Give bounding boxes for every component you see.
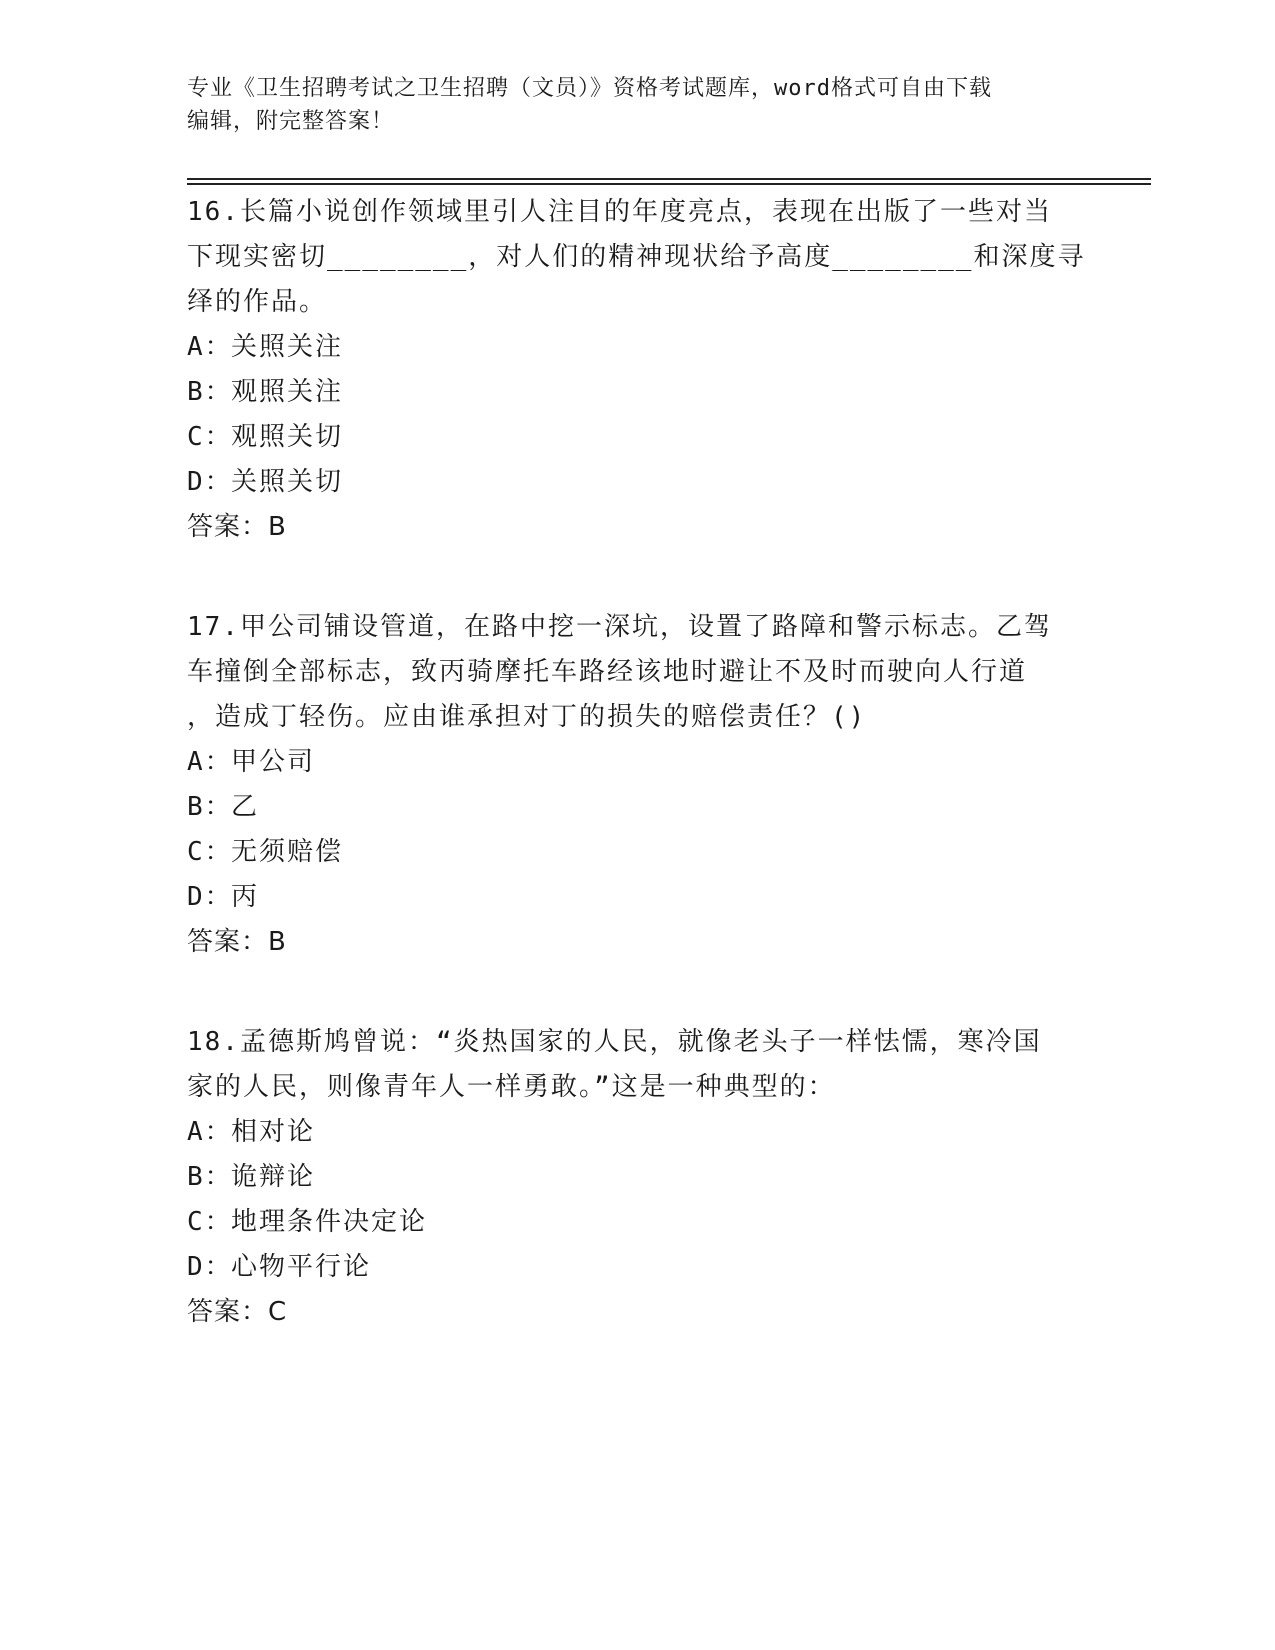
header-rule-bottom bbox=[187, 183, 1151, 185]
option-key: A： bbox=[187, 332, 233, 362]
answer-line bbox=[187, 920, 1087, 965]
option-key: D： bbox=[187, 882, 233, 912]
question-line: 16.长篇小说创作领域里引人注目的年度亮点，表现在出版了一些对当 bbox=[187, 197, 1052, 227]
option-text: 观照关切 bbox=[231, 422, 344, 452]
answer-line bbox=[187, 1290, 1087, 1335]
option-text: 关照关注 bbox=[231, 332, 344, 362]
option-key: A： bbox=[187, 1117, 233, 1147]
option-text: 乙 bbox=[231, 792, 260, 822]
option-text: 无须赔偿 bbox=[231, 837, 344, 867]
option-text: 甲公司 bbox=[231, 747, 316, 777]
option-key: C： bbox=[187, 1207, 233, 1237]
option-key: C： bbox=[187, 422, 233, 452]
option-text: 地理条件决定论 bbox=[231, 1207, 428, 1237]
question-line: 下现实密切________，对人们的精神现状给予高度________和深度寻 bbox=[187, 242, 1086, 272]
option-key: B： bbox=[187, 377, 233, 407]
option-key: C： bbox=[187, 837, 233, 867]
option-key: B： bbox=[187, 1162, 233, 1192]
option-list bbox=[187, 1110, 1087, 1290]
option-d bbox=[187, 875, 1087, 920]
option-key: A： bbox=[187, 747, 233, 777]
option-text: 丙 bbox=[231, 882, 260, 912]
question-list bbox=[187, 190, 1087, 1390]
option-key: D： bbox=[187, 467, 233, 497]
option-list bbox=[187, 740, 1087, 920]
answer-value: C bbox=[268, 1297, 288, 1327]
header-rule-top bbox=[187, 178, 1151, 180]
option-c bbox=[187, 415, 1087, 460]
answer-line bbox=[187, 505, 1087, 550]
question-line: 18.孟德斯鸠曾说：“炎热国家的人民，就像老头子一样怯懦，寒冷国 bbox=[187, 1027, 1042, 1057]
answer-label: 答案： bbox=[187, 927, 269, 957]
question-text bbox=[187, 605, 1087, 740]
option-list bbox=[187, 325, 1087, 505]
question-16 bbox=[187, 190, 1087, 550]
question-18 bbox=[187, 1020, 1087, 1335]
option-a bbox=[187, 740, 1087, 785]
question-text bbox=[187, 190, 1087, 325]
question-line: 家的人民，则像青年人一样勇敢。”这是一种典型的： bbox=[187, 1072, 836, 1102]
option-c bbox=[187, 1200, 1087, 1245]
option-text: 相对论 bbox=[231, 1117, 316, 1147]
option-text: 心物平行论 bbox=[231, 1252, 372, 1282]
option-b bbox=[187, 785, 1087, 830]
question-text bbox=[187, 1020, 1087, 1110]
option-text: 关照关切 bbox=[231, 467, 344, 497]
answer-value: B bbox=[268, 512, 287, 542]
question-line: ，造成丁轻伤。应由谁承担对丁的损失的赔偿责任？() bbox=[187, 702, 867, 732]
question-17 bbox=[187, 605, 1087, 965]
question-line: 绎的作品。 bbox=[187, 287, 328, 317]
option-c bbox=[187, 830, 1087, 875]
option-key: D： bbox=[187, 1252, 233, 1282]
header-line-1: 专业《卫生招聘考试之卫生招聘（文员）》资格考试题库，word格式可自由下载 bbox=[187, 76, 992, 101]
answer-value: B bbox=[268, 927, 287, 957]
option-text: 观照关注 bbox=[231, 377, 344, 407]
option-d bbox=[187, 460, 1087, 505]
option-a bbox=[187, 1110, 1087, 1155]
answer-label: 答案： bbox=[187, 1297, 269, 1327]
option-a bbox=[187, 325, 1087, 370]
header-line-2: 编辑，附完整答案！ bbox=[187, 109, 395, 134]
question-line: 车撞倒全部标志，致丙骑摩托车路经该地时避让不及时而驶向人行道 bbox=[187, 657, 1028, 687]
option-b bbox=[187, 1155, 1087, 1200]
question-line: 17.甲公司铺设管道，在路中挖一深坑，设置了路障和警示标志。乙驾 bbox=[187, 612, 1052, 642]
option-key: B： bbox=[187, 792, 233, 822]
answer-label: 答案： bbox=[187, 512, 269, 542]
option-d bbox=[187, 1245, 1087, 1290]
page-header bbox=[187, 72, 1087, 138]
option-b bbox=[187, 370, 1087, 415]
option-text: 诡辩论 bbox=[231, 1162, 316, 1192]
